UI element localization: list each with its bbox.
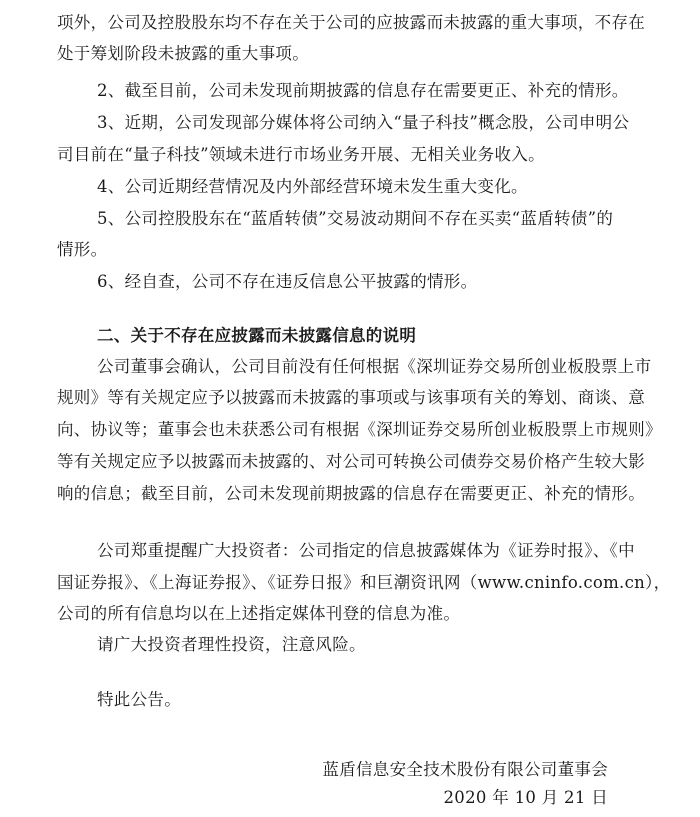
item-5: 5、公司控股股东在“蓝盾转债”交易波动期间不存在买卖“蓝盾转债”的 (97, 209, 614, 228)
paragraph-line: 规则》等有关规定应予以披露而未披露的事项或与该事项有关的筹划、商谈、意 (57, 388, 645, 407)
paragraph-line: 公司董事会确认，公司目前没有任何根据《深圳证券交易所创业板股票上市 (97, 357, 652, 376)
item-3: 3、近期，公司发现部分媒体将公司纳入“量子科技”概念股，公司申明公 (97, 113, 630, 132)
item-6: 6、经自查，公司不存在违反信息公平披露的情形。 (97, 272, 478, 291)
paragraph-line: 响的信息；截至目前，公司未发现前期披露的信息存在需要更正、补充的情形。 (57, 484, 645, 503)
paragraph-line: 处于筹划阶段未披露的重大事项。 (57, 44, 309, 63)
paragraph-line: 司目前在“量子科技”领域未进行市场业务开展、无相关业务收入。 (57, 145, 545, 164)
paragraph-line: 向、协议等；董事会也未获悉公司有根据《深圳证券交易所创业板股票上市规则》 (57, 420, 662, 439)
item-4: 4、公司近期经营情况及内外部经营环境未发生重大变化。 (97, 177, 528, 196)
section-heading: 二、关于不存在应披露而未披露信息的说明 (97, 326, 417, 345)
closing-statement: 特此公告。 (97, 690, 181, 709)
paragraph-line: 公司郑重提醒广大投资者：公司指定的信息披露媒体为《证券时报》、《中 (97, 541, 635, 560)
signature-date: 2020 年 10 月 21 日 (443, 788, 608, 807)
paragraph-line: 等有关规定应予以披露而未披露的、对公司可转换公司债券交易价格产生较大影 (57, 452, 645, 471)
paragraph-line: 情形。 (57, 240, 108, 259)
paragraph-line: 项外，公司及控股股东均不存在关于公司的应披露而未披露的重大事项，不存在 (57, 13, 645, 32)
signature-company: 蓝盾信息安全技术股份有限公司董事会 (322, 760, 608, 779)
paragraph-line: 公司的所有信息均以在上述指定媒体刊登的信息为准。 (57, 604, 461, 623)
item-2: 2、截至目前，公司未发现前期披露的信息存在需要更正、补充的情形。 (97, 81, 629, 100)
paragraph-line: 国证券报》、《上海证券报》、《证券日报》和巨潮资讯网（www.cninfo.com.cn）， (57, 573, 671, 592)
risk-warning: 请广大投资者理性投资，注意风险。 (97, 635, 366, 654)
